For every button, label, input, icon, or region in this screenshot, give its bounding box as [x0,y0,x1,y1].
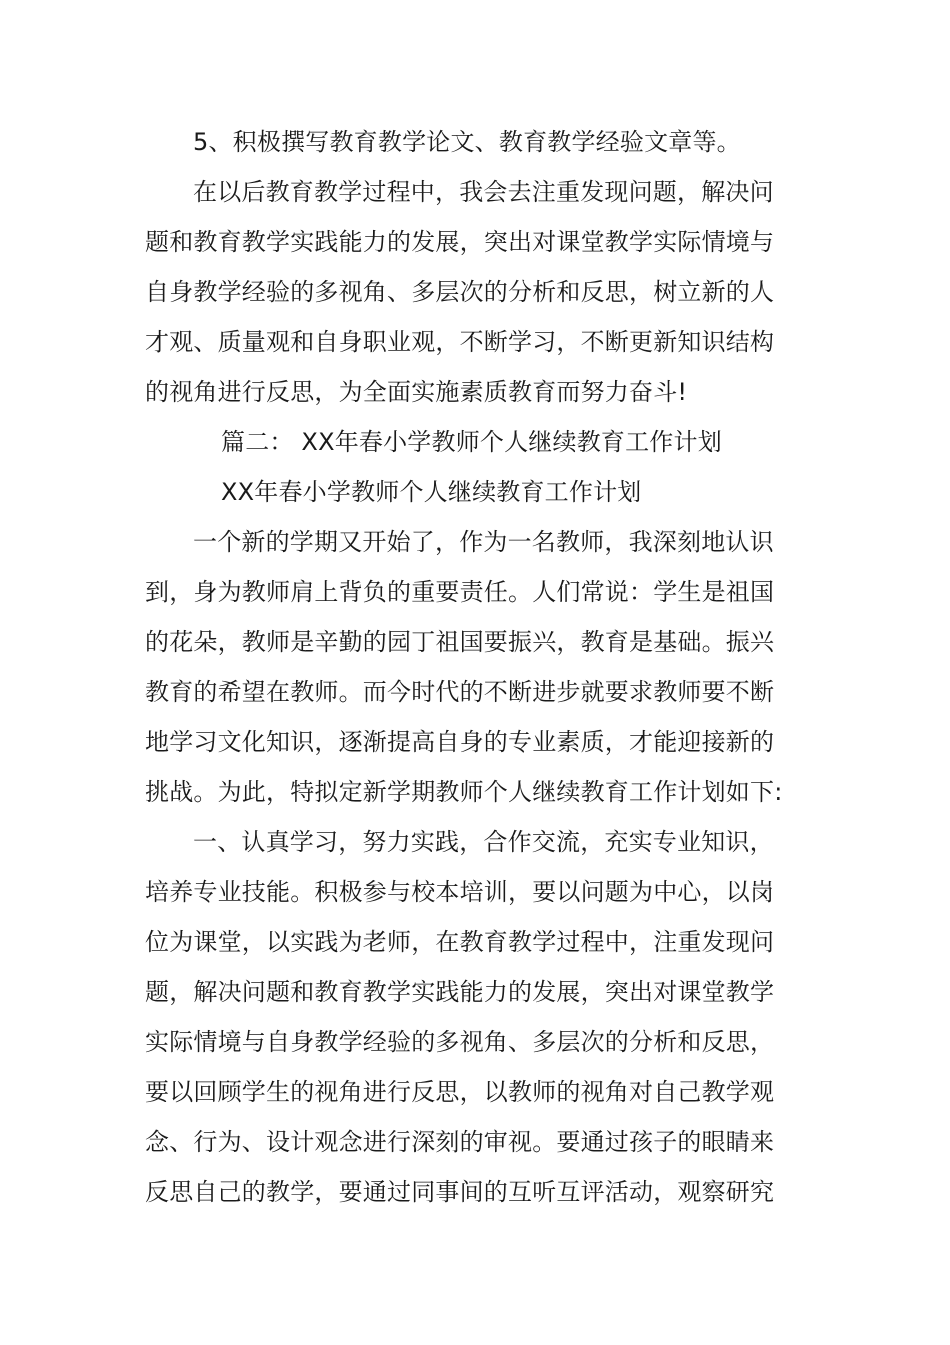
document-title: XX年春小学教师个人继续教育工作计划 [221,478,642,506]
text-line: 才观、质量观和自身职业观，不断学习，不断更新知识结构 [145,328,775,356]
text-line: 一、认真学习，努力实践，合作交流，充实专业知识， [193,828,774,856]
text-line: 培养专业技能。积极参与校本培训，要以问题为中心，以岗 [145,878,775,906]
text-line: 的视角进行反思，为全面实施素质教育而努力奋斗! [145,378,688,406]
text-line: 题和教育教学实践能力的发展，突出对课堂教学实际情境与 [145,228,775,256]
section-heading: 篇二： XX年春小学教师个人继续教育工作计划 [221,428,722,456]
text-line: 在以后教育教学过程中，我会去注重发现问题，解决问 [193,178,774,206]
text-line: 5、积极撰写教育教学论文、教育教学经验文章等。 [193,128,741,156]
text-line: 的花朵，教师是辛勤的园丁祖国要振兴，教育是基础。振兴 [145,628,775,656]
text-line: 到，身为教师肩上背负的重要责任。人们常说：学生是祖国 [145,578,775,606]
text-line: 位为课堂，以实践为老师，在教育教学过程中，注重发现问 [145,928,775,956]
text-line: 实际情境与自身教学经验的多视角、多层次的分析和反思， [145,1028,775,1056]
text-line: 要以回顾学生的视角进行反思，以教师的视角对自己教学观 [145,1078,775,1106]
text-line: 自身教学经验的多视角、多层次的分析和反思，树立新的人 [145,278,775,306]
text-line: 反思自己的教学，要通过同事间的互听互评活动，观察研究 [145,1178,775,1206]
text-line: 教育的希望在教师。而今时代的不断进步就要求教师要不断 [145,678,775,706]
text-line: 挑战。为此，特拟定新学期教师个人继续教育工作计划如下: [145,778,783,806]
text-line: 题，解决问题和教育教学实践能力的发展，突出对课堂教学 [145,978,775,1006]
text-line: 一个新的学期又开始了，作为一名教师，我深刻地认识 [193,528,774,556]
text-line: 念、行为、设计观念进行深刻的审视。要通过孩子的眼睛来 [145,1128,775,1156]
text-line: 地学习文化知识，逐渐提高自身的专业素质，才能迎接新的 [145,728,775,756]
